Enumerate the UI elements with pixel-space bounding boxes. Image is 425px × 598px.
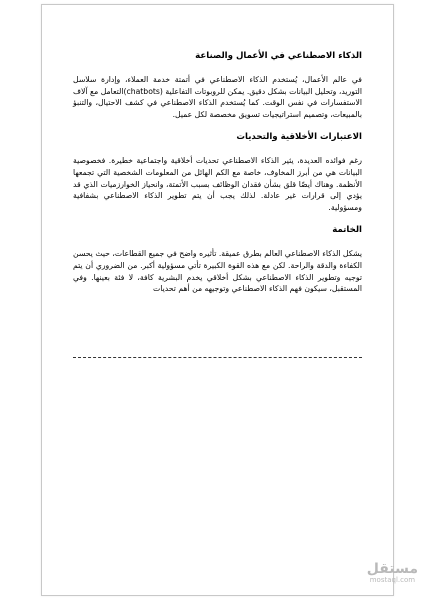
section-conclusion (73, 224, 362, 294)
mostaql-watermark (367, 562, 418, 584)
section-paragraph: يشكل الذكاء الاصطناعي العالم بطرق عميقة. تأثيره واضح في جميع القطاعات، حيث يحسن الكفاءة والدقة والراحة. لكن مع هذه القوة الكبيرة تأتي مسؤولية أكبر. من الضروري أن يتم توجيه وتطوير الذكاء الاصطناعي بشكل أخلاقي يخدم البشرية كافة، لا فئة بعينها. وفي المستقبل، سيكون فهم الذكاء الاصطناعي وتوجيهه من أهم تحديات (73, 249, 362, 294)
section-heading: الاعتبارات الأخلاقية والتحديات (236, 132, 362, 143)
section-paragraph: رغم فوائده العديدة، يثير الذكاء الاصطناعي تحديات أخلاقية واجتماعية خطيرة. فخصوصية البيانات هي من أبرز المخاوف، خاصة مع الكم الهائل من المعلومات الشخصية التي تجمعها الأنظمة. وهناك أيضًا قلق بشأن فقدان الوظائف بسبب الأتمتة، وانحياز الخوارزميات الذي قد يؤدي إلى قرارات غير عادلة. لذلك يجب أن يتم تطوير الذكاء الاصطناعي بشفافية ومسؤولية. (73, 156, 362, 212)
section-paragraph: في عالم الأعمال، يُستخدم الذكاء الاصطناعي في أتمتة خدمة العملاء، وإدارة سلاسل التوريد، وتحليل البيانات بشكل دقيق. يمكن للروبوتات التفاعلية (chatbots)التعامل مع آلاف الاستفسارات في نفس الوقت. كما يُستخدم الذكاء الاصطناعي في كشف الاحتيال، والتنبؤ بالمبيعات، وتصميم استراتيجيات تسويق مخصصة لكل عميل. (73, 75, 362, 119)
watermark-logo-text: مستقل (366, 561, 418, 577)
dashed-divider (73, 357, 362, 358)
section-heading: الخاتمة (332, 225, 362, 236)
document-page (41, 4, 394, 596)
section-ethics (73, 131, 362, 213)
section-heading: الذكاء الاصطناعي في الأعمال والصناعة (195, 51, 362, 61)
section-ai-business (73, 50, 362, 120)
document-content (73, 50, 362, 306)
watermark-url: mostaql.com (369, 576, 416, 584)
